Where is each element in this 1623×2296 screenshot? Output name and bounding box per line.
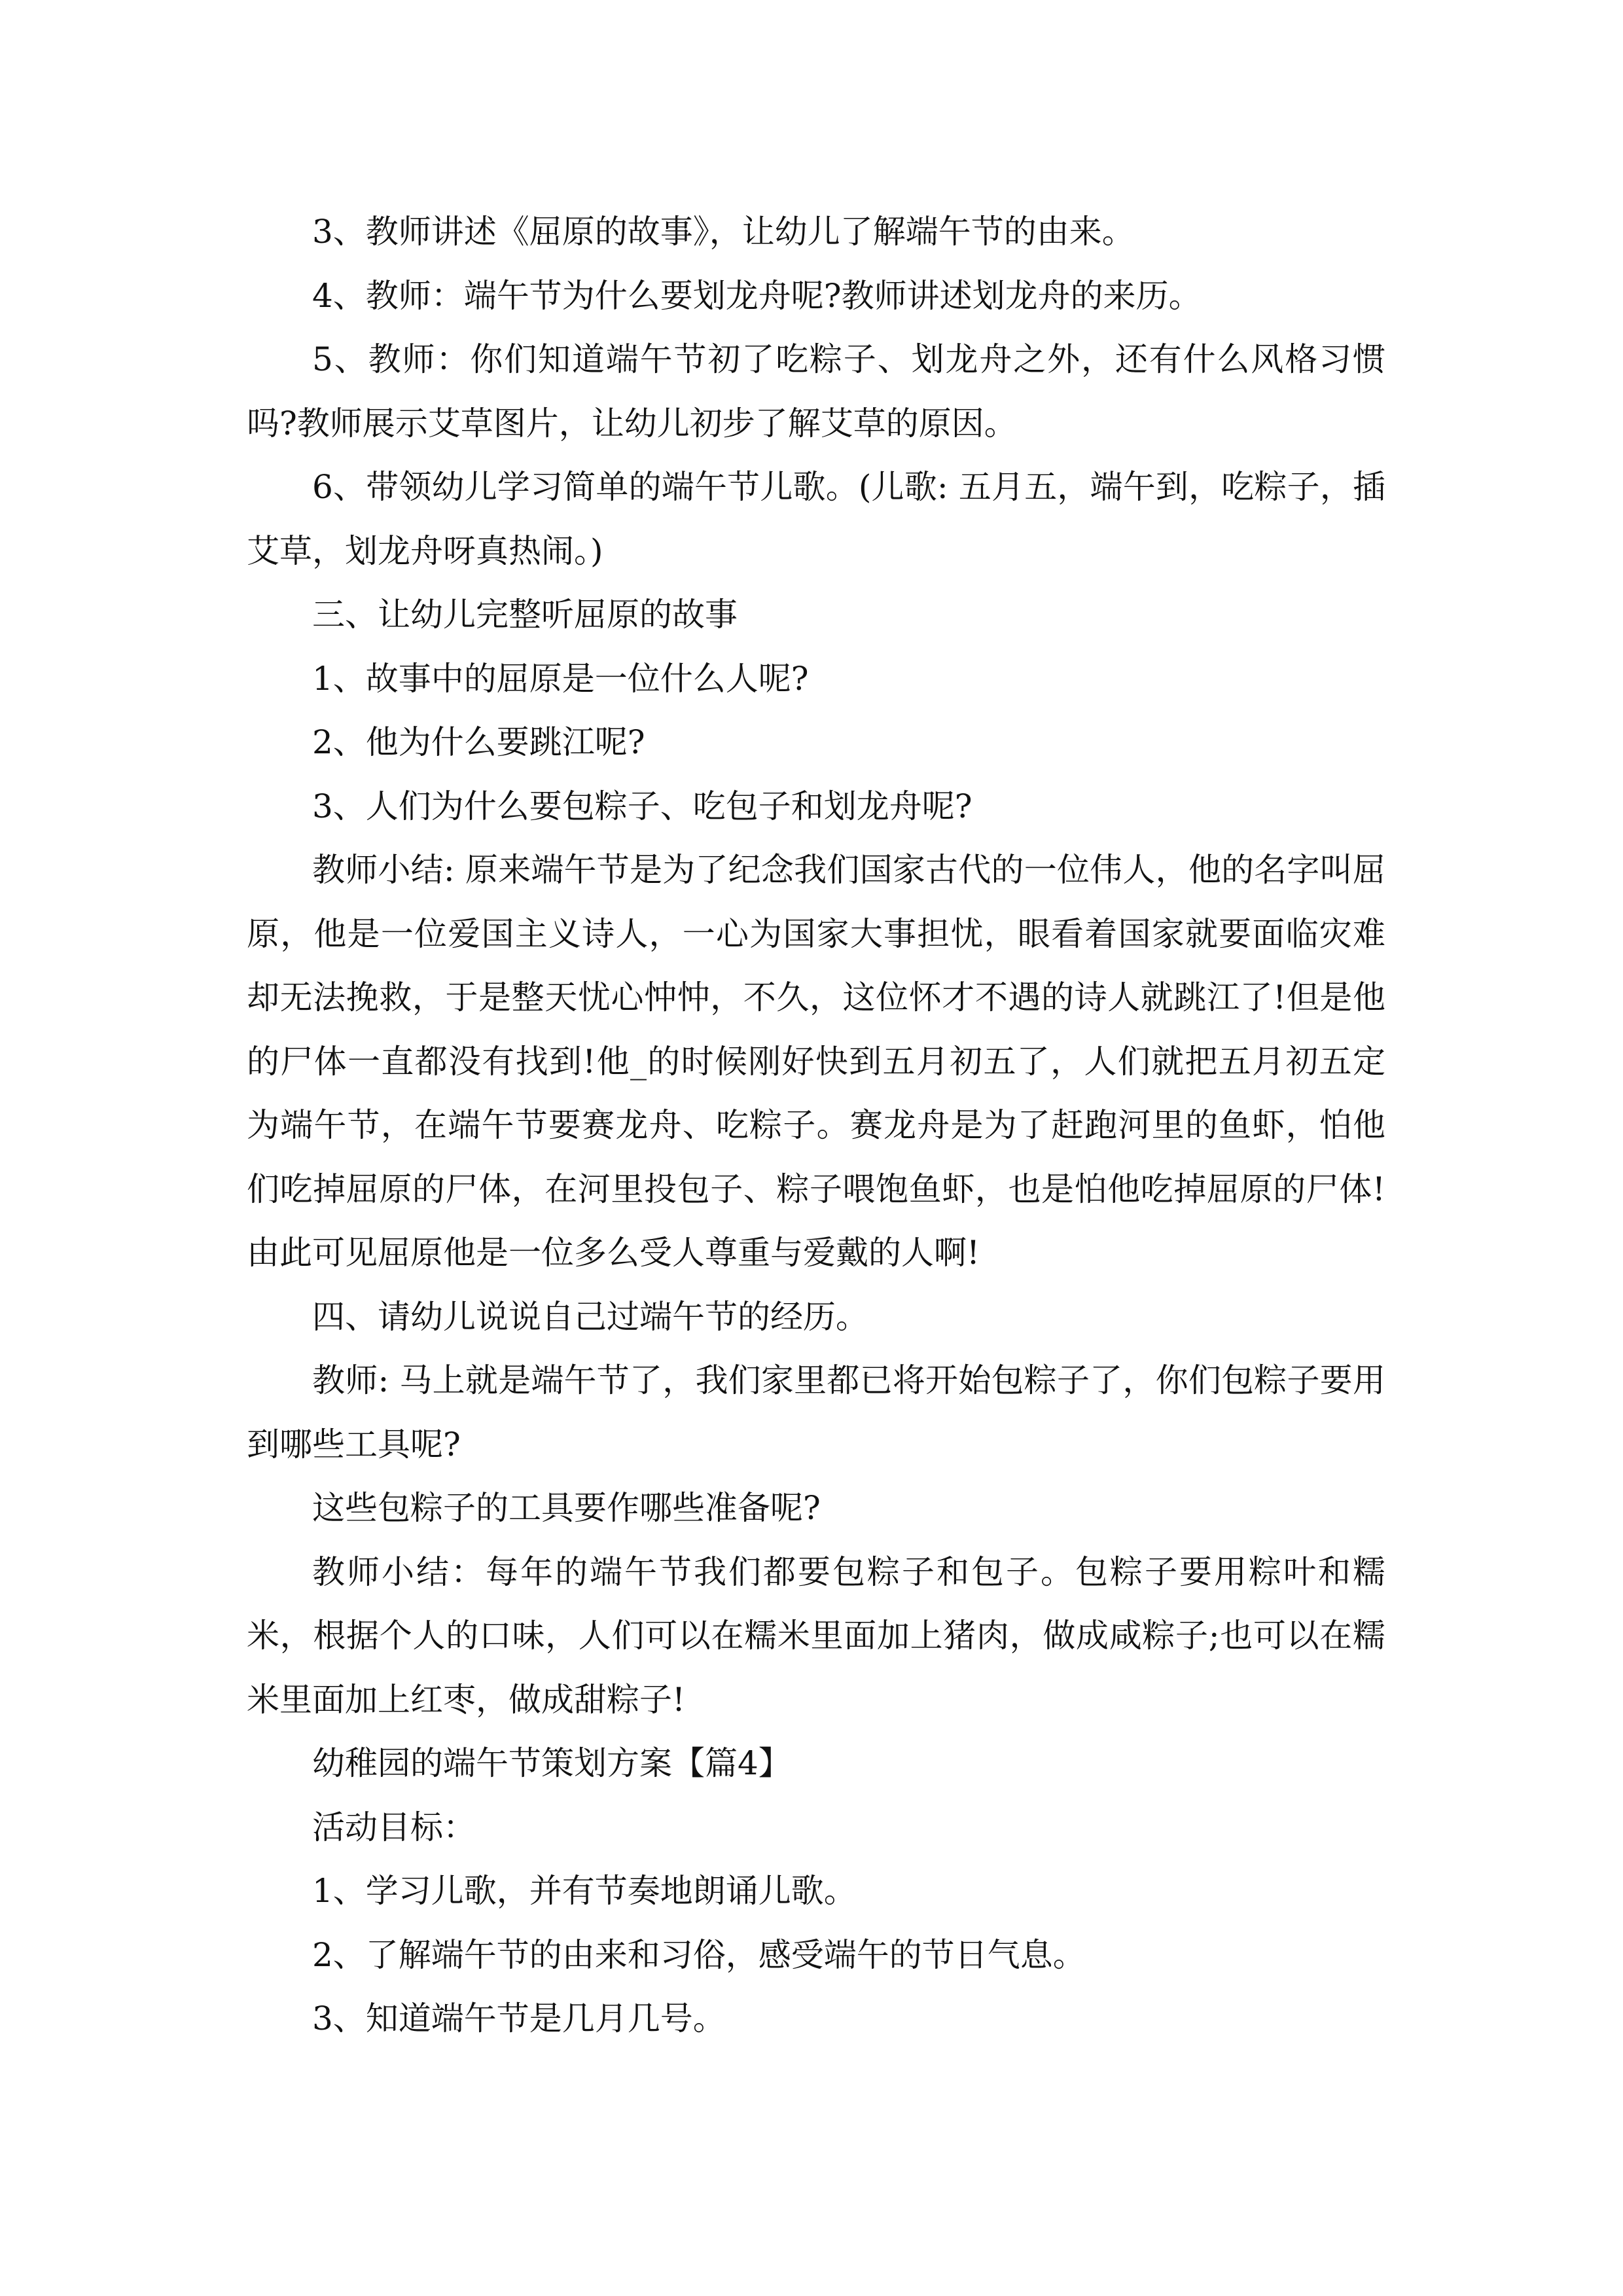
document-body [247, 200, 1385, 2051]
subsection-heading: 活动目标： [312, 1808, 476, 1846]
section-heading: 三、让幼儿完整听屈原的故事 [312, 596, 738, 634]
paragraph: 2、他为什么要跳江呢? [312, 723, 645, 761]
paragraph: 1、学习儿歌，并有节奏地朗诵儿歌。 [312, 1872, 857, 1910]
paragraph: 3、人们为什么要包粽子、吃包子和划龙舟呢? [312, 787, 972, 825]
paragraph: 1、故事中的屈原是一位什么人呢? [312, 659, 809, 698]
paragraph: 4、教师：端午节为什么要划龙舟呢?教师讲述划龙舟的来历。 [312, 276, 1202, 315]
paragraph: 3、教师讲述《屈原的故事》，让幼儿了解端午节的由来。 [312, 213, 1135, 251]
paragraph: 教师小结：每年的端午节我们都要包粽子和包子。包粽子要用粽叶和糯米，根据个人的口味，人们可以在糯米里面加上猪肉，做成咸粽子;也可以在糯米里面加上红枣，做成甜粽子! [247, 1552, 1385, 1719]
paragraph: 2、了解端午节的由来和习俗，感受端午的节日气息。 [312, 1935, 1086, 1974]
paragraph: 5、教师：你们知道端午节初了吃粽子、划龙舟之外，还有什么风格习惯吗?教师展示艾草图片，让幼儿初步了解艾草的原因。 [247, 340, 1385, 442]
paragraph: 教师: 马上就是端午节了，我们家里都已将开始包粽子了，你们包粽子要用到哪些工具呢? [247, 1361, 1385, 1463]
section-heading: 四、请幼儿说说自己过端午节的经历。 [312, 1297, 868, 1336]
paragraph: 3、知道端午节是几月几号。 [312, 2000, 726, 2037]
paragraph: 教师小结: 原来端午节是为了纪念我们国家古代的一位伟人，他的名字叫屈原，他是一位爱国主义诗人，一心为国家大事担忧，眼看着国家就要面临灾难却无法挽救，于是整天忧心忡忡，不久，这位怀才不遇的诗人就跳江了!但是他的尸体一直都没有找到!他_的时候刚好快到五月初五了，人们就把五月初五定为端午节，在端午节要赛龙舟、吃粽子。赛龙舟是为了赶跑河里的鱼虾，怕他们吃掉屈原的尸体，在河里投包子、粽子喂饱鱼虾，也是怕他吃掉屈原的尸体!由此可见屈原他是一位多么受人尊重与爱戴的人啊! [247, 851, 1385, 1272]
paragraph: 这些包粽子的工具要作哪些准备呢? [312, 1489, 821, 1527]
paragraph: 6、带领幼儿学习简单的端午节儿歌。(儿歌: 五月五，端午到，吃粽子，插艾草，划龙舟呀真热闹。) [247, 468, 1385, 570]
section-title: 幼稚园的端午节策划方案【篇4】 [312, 1744, 791, 1782]
